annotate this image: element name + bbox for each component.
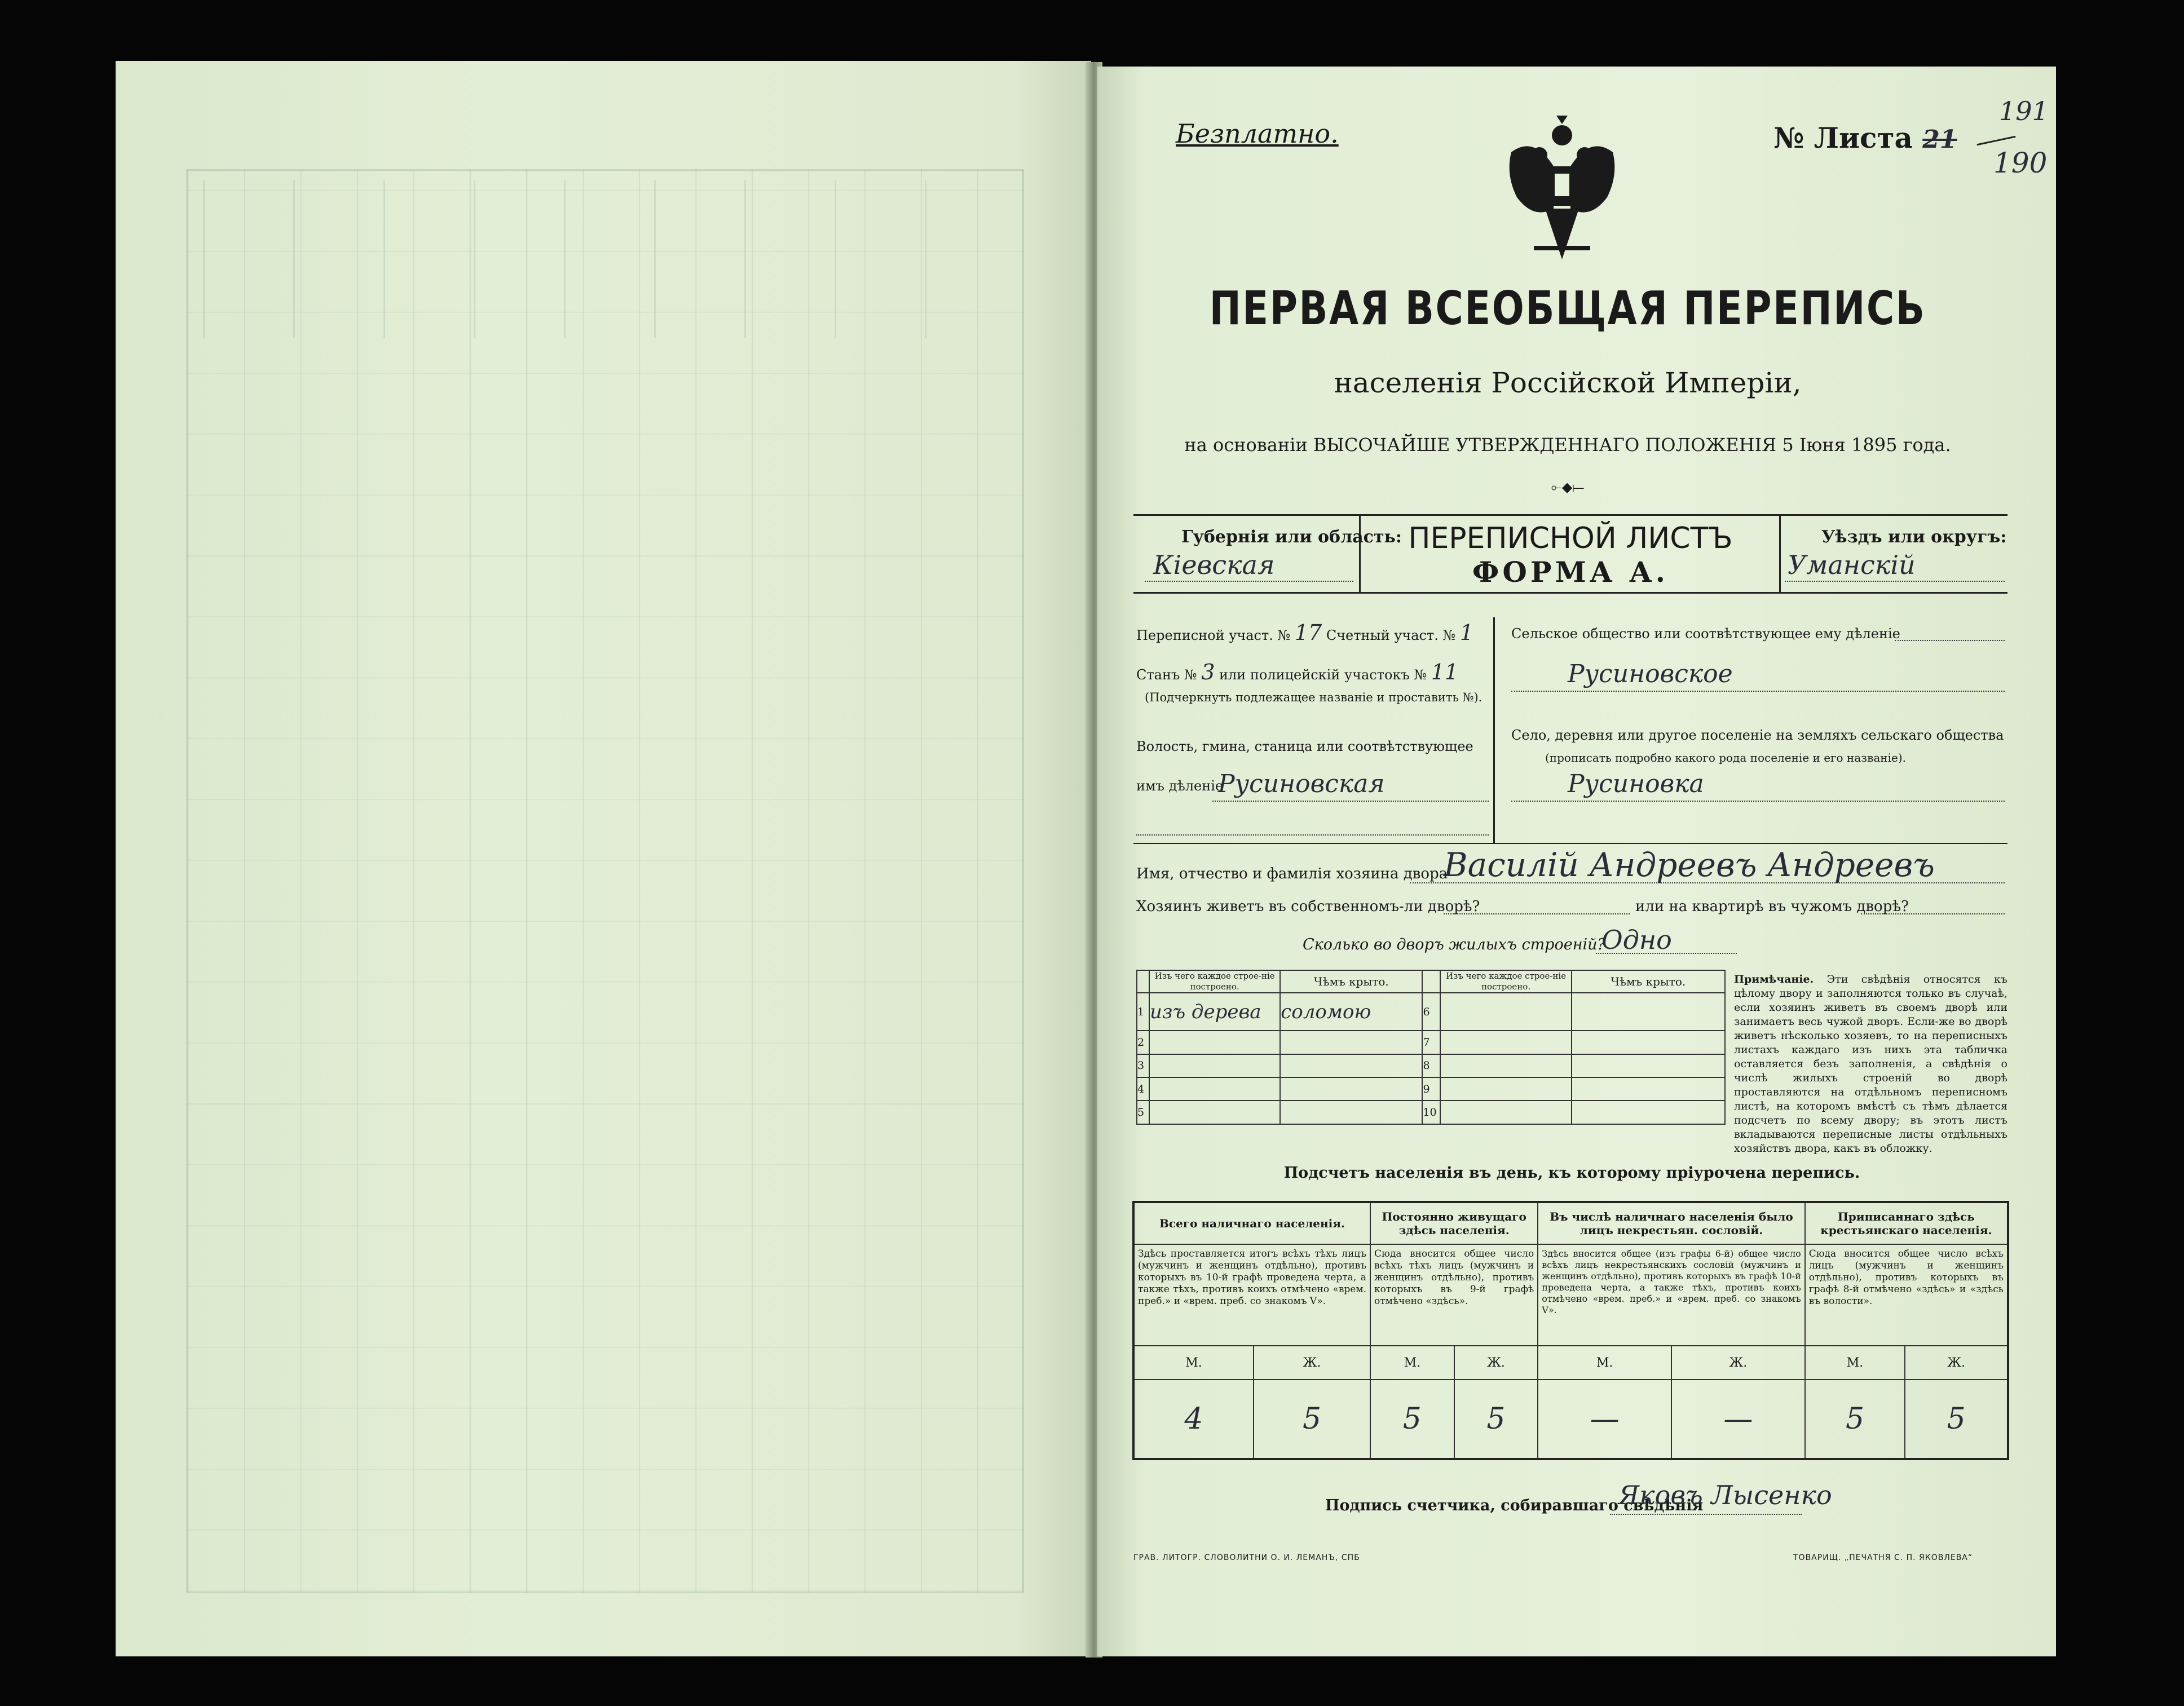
population-count-table: Всего наличнаго населенія. Постоянно живущаго здѣсь населенія. Въ числѣ наличнаго населенія было лицъ некрестьян. сословій. Приписаннаго здѣсь крестьянскаго населенія. Здѣсь проставляется итогъ всѣхъ тѣхъ лицъ (мужчинъ и женщинъ отдѣльно), противъ которыхъ въ 10-й графѣ проведена черта, а также тѣхъ, противъ коихъ отмѣчено «врем. преб.» и «врем. преб. со знакомъ V». Сюда вносится общее число всѣхъ тѣхъ лицъ (мужчинъ и женщинъ отдѣльно), противъ которыхъ въ 9-й графѣ отмѣчено «здѣсь». Здѣсь вносится общее (изъ графы 6-й) общее число всѣхъ лицъ некрестьянскихъ сословій (мужчинъ и женщинъ отдѣльно), противъ которыхъ въ графѣ 10-й проведена черта, а также тѣхъ, противъ коихъ отмѣчено «врем. преб.» и «врем. преб. со знакомъ V». Сюда вносится общее число всѣхъ лицъ (мужчинъ и женщинъ отдѣльно), противъ которыхъ въ графѣ 8-й отмѣчено «здѣсь» и «здѣсь въ волости». М. Ж. М. Ж. М. Ж. М. Ж. 4 5 5 5 — — 5 5 [1132,1201,2009,1460]
schetny-label: Счетный участ. № [1326,627,1456,643]
count-head-non-peasant: Въ числѣ наличнаго населенія было лицъ некрестьян. сословій. [1538,1202,1804,1244]
police-label: или полицейскій участокъ № [1219,667,1427,683]
count-non-peasant-zh: — [1671,1380,1805,1459]
count-permanent-zh: 5 [1454,1380,1538,1459]
selo-note: (прописать подробно какого рода поселеніе и его названіе). [1545,751,1906,764]
stan-value: 3 [1201,660,1215,684]
sheet-number-handwritten-2: 190 [1993,147,2048,179]
uezd-value: Уманскій [1788,550,1916,580]
sheet-number-label: № Листа [1773,121,1913,154]
buildings-label: Сколько во дворъ жилыхъ строеній? [1303,936,1605,953]
page-title: ПЕРВАЯ ВСЕОБЩАЯ ПЕРЕПИСЬ [1209,282,1926,335]
volost-label: Волость, гмина, станица или соотвѣтствующее [1136,739,1473,754]
fields-divider [1493,617,1495,843]
form-header-top-rule [1133,514,2007,516]
police-value: 11 [1431,660,1459,684]
imperial-eagle-emblem [1500,113,1624,271]
volost-label-2: имъ дѣленіе [1136,778,1224,794]
lives-rented-label: или на квартирѣ въ чужомъ дворѣ? [1635,898,1909,915]
schetny-value: 1 [1459,620,1474,645]
count-desc-registered: Сюда вносится общее число всѣхъ лицъ (мужчинъ и женщинъ отдѣльно), противъ которыхъ въ графѣ 8-й отмѣчено «здѣсь» и «здѣсь въ волости». [1805,1244,2008,1346]
selo-value: Русиновка [1568,770,1704,798]
sheet-number-handwritten-1: 191 [1999,96,2049,126]
form-subtitle: ФОРМА А. [1472,555,1669,589]
count-registered-m: 5 [1805,1380,1905,1459]
buildings-col-roof: Чѣмъ крыто. [1280,970,1422,993]
count-desc-non-peasant: Здѣсь вносится общее (изъ графы 6-й) общее число всѣхъ лицъ некрестьянскихъ сословій (мужчинъ и женщинъ отдѣльно), противъ которыхъ въ графѣ 10-й проведена черта, а также тѣхъ, противъ коихъ отмѣчено «врем. преб.» и «врем. преб. со знакомъ V». [1538,1244,1804,1346]
owner-label: Имя, отчество и фамилія хозяина двора [1136,865,1448,882]
count-total-m: 4 [1133,1380,1254,1459]
buildings-col-roof-2: Чѣмъ крыто. [1572,970,1725,993]
left-page-ghost-text [203,180,992,338]
free-label: Безплатно. [1176,118,1339,149]
table-row: 5 10 [1137,1100,1725,1124]
form-header-bottom-rule [1133,592,2007,594]
buildings-value: Одно [1601,925,1672,955]
sheet-number-struck: 21 [1922,125,1957,154]
count-head-total: Всего наличнаго населенія. [1133,1202,1370,1244]
count-head-registered: Приписаннаго здѣсь крестьянскаго населенія. [1805,1202,2008,1244]
count-desc-permanent: Сюда вносится общее число всѣхъ тѣхъ лицъ (мужчинъ и женщинъ отдѣльно), противъ которыхъ въ 9-й графѣ отмѣчено «здѣсь». [1370,1244,1538,1346]
left-page-ghost-grid [186,169,1024,1593]
ornament-divider: ⟜◆⟝ [1551,479,1585,495]
obshchestvo-value: Русиновское [1568,660,1733,688]
note-text: Эти свѣдѣнія относятся къ цѣлому двору и заполняются только въ случаѣ, если хозяинъ живетъ въ своемъ дворѣ или занимаетъ весь чужой дворъ. Если-же во дворѣ живетъ нѣсколько хозяевъ, то на переписныхъ листахъ каждаго изъ нихъ эта табличка оставляется безъ заполненія, а свѣдѣнія о числѣ жилыхъ строеній во дворѣ проставляются на отдѣльномъ переписномъ листѣ, на которомъ вмѣстѣ съ тѣмъ дѣлается подсчетъ по всему двору; въ этотъ листъ вкладываются переписные листы отдѣльныхъ хозяйствъ двора, какъ въ обложку. [1734,973,2007,1155]
table-row: 1 изъ дерева соломою 6 [1137,993,1725,1031]
count-head-permanent: Постоянно живущаго здѣсь населенія. [1370,1202,1538,1244]
count-m-header: М. [1133,1346,1254,1380]
count-non-peasant-m: — [1538,1380,1671,1459]
count-zh-header: Ж. [1254,1346,1370,1380]
uchastok-value: 17 [1294,620,1322,645]
count-title: Подсчетъ населенія въ день, къ которому пріурочена перепись. [1283,1164,1860,1182]
building-1-roof: соломою [1280,993,1422,1031]
lives-own-yard-label: Хозяинъ живетъ въ собственномъ-ли дворѣ? [1136,898,1480,915]
signature-value: Яковъ Лысенко [1618,1480,1832,1510]
count-desc-total: Здѣсь проставляется итогъ всѣхъ тѣхъ лицъ (мужчинъ и женщинъ отдѣльно), противъ которыхъ въ 10-й графѣ проведена черта, а также тѣхъ, противъ коихъ отмѣчено «врем. преб.» и «врем. преб. со знакомъ V». [1133,1244,1370,1346]
count-registered-zh: 5 [1905,1380,2008,1459]
building-1-material: изъ дерева [1149,993,1280,1031]
guberniya-label: Губернія или область: [1181,527,1402,547]
buildings-table [1136,970,1726,1125]
underline-note: (Подчеркнуть подлежащее названіе и проставить №). [1145,691,1483,704]
table-row: 3 8 [1137,1054,1725,1077]
uezd-label: Уѣздъ или округъ: [1821,527,2007,547]
legal-basis: на основаніи ВЫСОЧАЙШЕ УТВЕРЖДЕННАГО ПОЛОЖЕНІЯ 5 Іюня 1895 года. [1184,434,1951,456]
count-permanent-m: 5 [1370,1380,1454,1459]
page-subtitle: населенія Россійской Имперіи, [1334,366,1802,399]
owner-value: Василій Андреевъ Андреевъ [1444,846,1935,884]
uchastok-label: Переписной участ. № [1136,627,1291,643]
form-title: ПЕРЕПИСНОЙ ЛИСТЪ [1408,521,1733,555]
selo-label: Село, деревня или другое поселеніе на земляхъ сельскаго общества [1511,727,2004,743]
printer-left: ГРАВ. ЛИТОГР. СЛОВОЛИТНИ О. И. ЛЕМАНЪ, СПБ [1133,1553,1360,1562]
signature-label: Подпись счетчика, собиравшаго свѣдѣнія [1325,1497,1704,1514]
printer-right: ТОВАРИЩ. „ПЕЧАТНЯ С. П. ЯКОВЛЕВА“ [1793,1553,1973,1562]
volost-value: Русиновская [1218,770,1385,798]
guberniya-value: Кіевская [1153,550,1275,580]
note-title: Примѣчаніе. [1734,973,1814,985]
count-total-zh: 5 [1254,1380,1370,1459]
table-row: 4 9 [1137,1077,1725,1100]
buildings-col-material: Изъ чего каждое строе-ніе построено. [1149,970,1280,993]
buildings-col-material-2: Изъ чего каждое строе-ніе построено. [1440,970,1571,993]
table-row: 2 7 [1137,1031,1725,1054]
obshchestvo-label: Сельское общество или соотвѣтствующее ему дѣленіе [1511,626,1900,642]
note [1734,973,2007,1156]
stan-label: Станъ № [1136,667,1197,683]
